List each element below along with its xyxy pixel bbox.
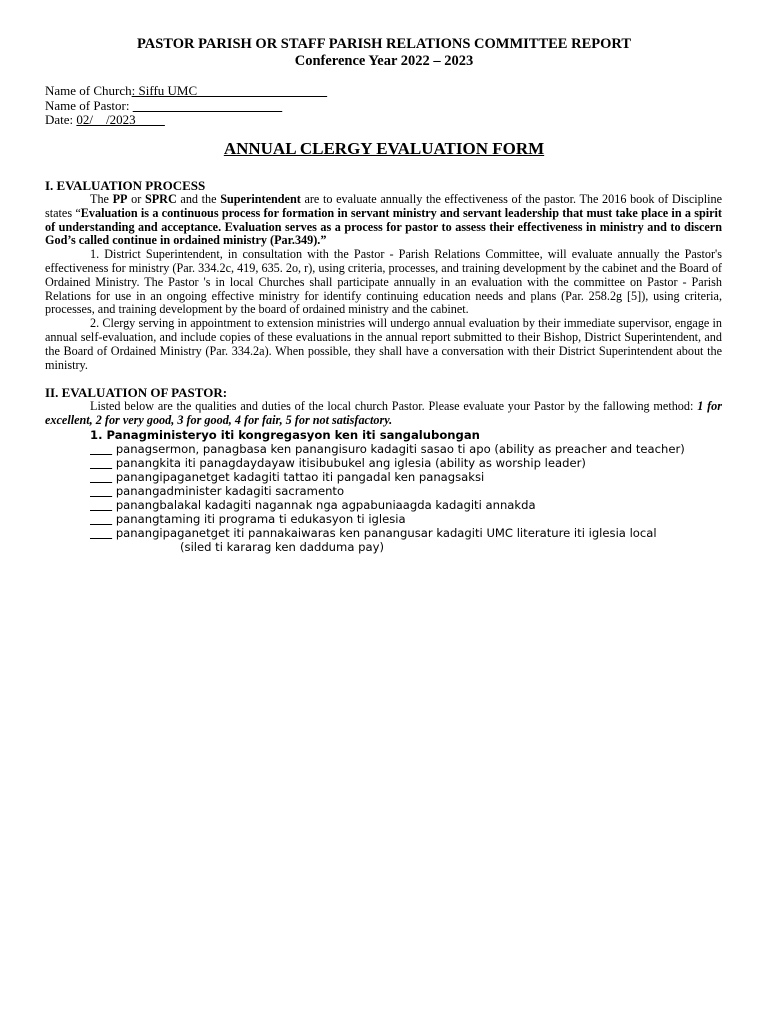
text: The	[90, 192, 113, 206]
text: are to evaluate annually the effectiveness of the pastor. The 2016 book of Discipline states “	[45, 192, 723, 220]
item-text: panagsermon, panagbasa ken panangisuro kadagiti sasao ti apo (ability as preacher and teacher)	[115, 441, 685, 456]
evaluation-method	[45, 400, 722, 428]
text: and the	[176, 192, 221, 206]
conference-year: Conference Year 2022 – 2023	[294, 53, 474, 69]
item-text: panangadminister kadagiti sacramento	[115, 483, 345, 498]
text-bold: Superintendent	[220, 192, 301, 206]
text: or	[127, 192, 145, 206]
item-text: panangbalakal kadagiti nagannak nga agpabuniaagda kadagiti annakda	[115, 497, 536, 512]
church-name-value: : Siffu UMC	[131, 83, 328, 98]
pastor-name-value	[133, 98, 283, 113]
rating-blank[interactable]	[90, 526, 112, 540]
date-value: 02/ /2023	[76, 112, 165, 128]
form-title: ANNUAL CLERGY EVALUATION FORM	[223, 139, 545, 158]
rating-item	[45, 470, 722, 484]
rating-blank[interactable]	[90, 470, 112, 484]
rating-item	[45, 442, 722, 456]
paragraph-extension-ministries: 2. Clergy serving in appointment to extension ministries will undergo annual evaluation by their immediate supervisor, engage in annual self-evaluation, and include copies of these evaluations in the annual report submitted to their Bishop, District Superintendent, and the Board of Ordained Ministry (Par. 334.2a). When possible, they shall have a conversation with their District Superintendent about the ministry.	[45, 316, 722, 372]
pastor-name-line	[45, 99, 327, 114]
item-text: panangkita iti panagdaydayaw itisibubukel ang iglesia (ability as worship leader)	[115, 455, 586, 470]
church-name-line	[45, 84, 327, 99]
section-evaluation-of-pastor	[45, 385, 722, 554]
item-text: panangtaming iti programa ti edukasyon ti iglesia	[115, 511, 406, 526]
sub-heading: 1. Panagministeryo iti kongregasyon ken iti sangalubongan	[90, 427, 480, 442]
rating-blank[interactable]	[90, 498, 112, 512]
church-name-label: Name of Church	[45, 83, 132, 98]
report-header	[0, 36, 768, 70]
rating-blank[interactable]	[90, 512, 112, 526]
text-bold: PP	[112, 192, 128, 206]
discipline-quote: Evaluation is a continuous process for formation in servant ministry and servant leadership that must take place in a spirit of understanding and acceptance. Evaluation serves as a process for pastor to assess their effectiveness in ministry and to discern God’s called continue in ordained ministry (Par.349).”	[45, 205, 722, 248]
rating-blank[interactable]	[90, 442, 112, 456]
item-text: panangipaganetget kadagiti tattao iti pangadal ken panagsaksi	[115, 469, 485, 484]
section-evaluation-process	[45, 178, 722, 372]
section-heading: I. EVALUATION PROCESS	[45, 178, 206, 193]
rating-scale: 1 for excellent, 2 for very good, 3 for good, 4 for fair, 5 for not satisfactory.	[45, 399, 723, 427]
rating-item	[45, 484, 722, 498]
rating-item	[45, 526, 722, 554]
rating-item	[45, 456, 722, 470]
rating-blank[interactable]	[90, 484, 112, 498]
item-text-continued: (siled ti kararag ken dadduma pay)	[180, 539, 384, 554]
rating-item	[45, 498, 722, 512]
date-line	[45, 113, 327, 128]
date-label: Date:	[45, 112, 77, 128]
rating-blank[interactable]	[90, 456, 112, 470]
paragraph-district-superintendent: 1. District Superintendent, in consultation with the Pastor - Parish Relations Committee, will evaluate annually the Pastor's effectiveness for ministry (Par. 334.2c, 419, 635. 2o, r), using criteria, processes, and training development by the cabinet and the Board of Ordained Ministry. The Pastor 's in local Churches shall participate annually in an evaluation with the committee on Pastor - Parish Relations for use in an ongoing effective ministry for identify continuing education needs and plans (Par. 258.2g [5]), using criteria, processes, and training development by the board of ordained ministry and the cabinet.	[45, 247, 722, 317]
text: Listed below are the qualities and duties of the local church Pastor. Please evaluate your Pastor by the fallowing method:	[90, 399, 698, 413]
section-heading: II. EVALUATION OF PASTOR:	[45, 385, 228, 400]
text-bold: SPRC	[144, 192, 177, 206]
paragraph-intro	[45, 193, 722, 248]
item-text: panangipaganetget iti pannakaiwaras ken panangusar kadagiti UMC literature iti iglesia local	[115, 525, 657, 540]
church-info	[45, 84, 327, 128]
report-title: PASTOR PARISH OR STAFF PARISH RELATIONS COMMITTEE REPORT	[136, 36, 632, 52]
pastor-name-label: Name of Pastor:	[45, 97, 133, 113]
rating-item	[45, 512, 722, 526]
